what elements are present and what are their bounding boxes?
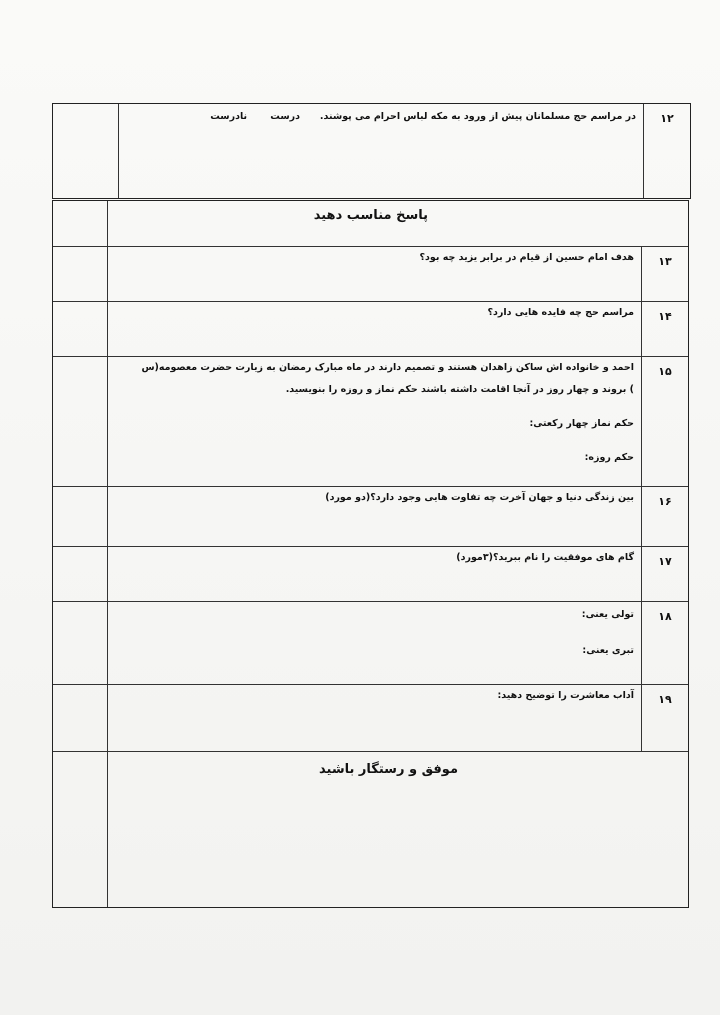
question-number: ۱۲ <box>660 112 674 125</box>
question-12-text: در مراسم حج مسلمانان پیش از ورود به مکه لباس احرام می پوشند. <box>319 111 636 122</box>
section-header-row <box>53 201 688 246</box>
fasting-ruling-label: حکم روزه: <box>584 452 634 463</box>
option-true[interactable]: درست <box>270 111 301 122</box>
table-row <box>53 486 688 546</box>
prayer-ruling-label: حکم نماز چهار رکعتی: <box>529 418 634 429</box>
questions-table <box>52 200 689 908</box>
question-text <box>114 604 634 678</box>
table-row <box>53 301 688 356</box>
question-number: ۱۹ <box>658 693 672 706</box>
tabarri-label: تبری یعنی: <box>582 645 634 656</box>
question-number: ۱۵ <box>658 365 672 378</box>
question-number: ۱۶ <box>658 495 672 508</box>
table-row <box>53 356 688 486</box>
option-false[interactable]: نادرست <box>210 111 248 122</box>
table-row <box>53 246 688 301</box>
true-false-table <box>52 103 691 199</box>
question-number: ۱۳ <box>658 255 672 268</box>
question-text: گام های موفقیت را نام ببرید؟(۳مورد) <box>456 552 634 563</box>
question-number: ۱۸ <box>658 610 672 623</box>
tawalli-label: تولی یعنی: <box>581 609 634 620</box>
question-text: بین زندگی دنیا و جهان آخرت چه تفاوت هایی وجود دارد؟(دو مورد) <box>325 492 634 503</box>
question-text <box>139 357 634 485</box>
section-title: پاسخ مناسب دهید <box>313 208 428 223</box>
closing-row <box>53 751 688 907</box>
table-row <box>53 546 688 601</box>
table-row <box>53 684 688 751</box>
question-text <box>116 106 636 128</box>
question-15-text: احمد و خانواده اش ساکن زاهدان هستند و تصمیم دارند در ماه مبارک رمضان به زیارت حضرت معصومه(س ) بروند و چهار روز در آنجا اقامت داشته باشند حکم نماز و روزه را بنویسید. <box>141 362 634 395</box>
question-text: مراسم حج چه فایده هایی دارد؟ <box>487 307 634 318</box>
table-row <box>53 601 688 684</box>
question-text: هدف امام حسین از قیام در برابر یزید چه بود؟ <box>419 252 634 263</box>
question-text: آداب معاشرت را توضیح دهید: <box>497 690 634 701</box>
closing-message: موفق و رستگار باشید <box>319 762 458 777</box>
question-number: ۱۷ <box>658 555 672 568</box>
question-number: ۱۴ <box>658 310 672 323</box>
